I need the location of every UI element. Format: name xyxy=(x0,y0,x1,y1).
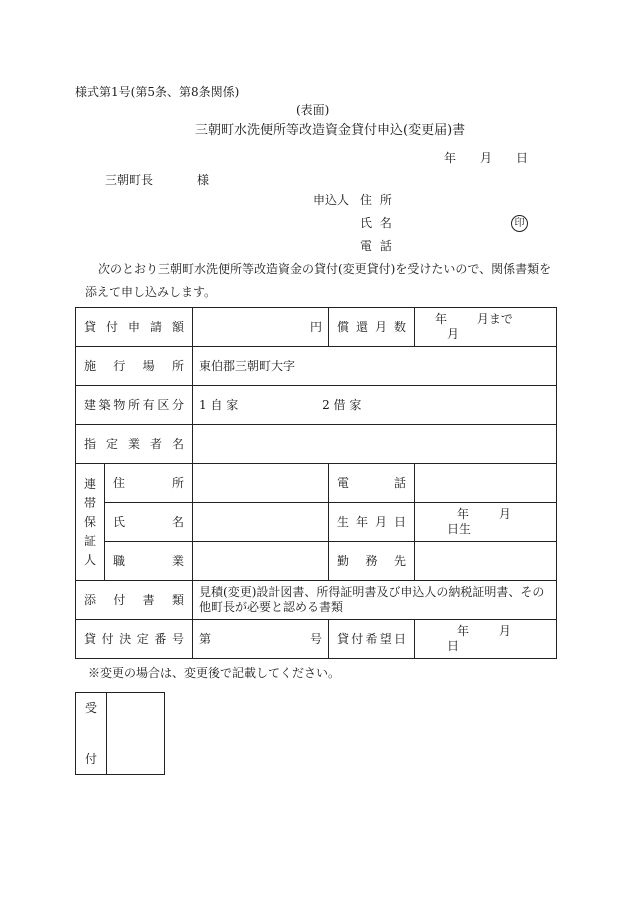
ownership-row xyxy=(76,386,557,425)
receipt-label-top: 受 xyxy=(85,701,98,715)
loan-amount-field[interactable] xyxy=(193,308,329,347)
loan-amount-row xyxy=(76,308,557,347)
receipt-label-bottom: 付 xyxy=(85,752,98,766)
date-day: 日 xyxy=(516,151,529,165)
decision-row xyxy=(76,620,557,659)
guarantor-phone-label: 電 話 xyxy=(329,464,415,503)
application-form-table xyxy=(75,307,557,659)
receipt-box xyxy=(75,692,165,775)
date-year: 年 xyxy=(444,151,457,165)
desired-day: 日 xyxy=(447,639,460,653)
guarantor-address-field[interactable] xyxy=(193,464,329,503)
guarantor-group-label: 連帯保証人 xyxy=(76,464,105,581)
attachments-value: 見積(変更)設計図書、所得証明書及び申込人の納税証明書、その他町長が必要と認める書類 xyxy=(193,581,557,620)
seal-mark-icon: 印 xyxy=(511,215,528,232)
ownership-options xyxy=(193,386,557,425)
guarantor-occupation-row xyxy=(76,542,557,581)
contractor-field[interactable] xyxy=(193,425,557,464)
addressee-name: 三朝町長 xyxy=(105,173,154,187)
addressee-honorific: 様 xyxy=(197,173,210,187)
birthdate-month: 月 xyxy=(498,507,511,521)
contractor-label: 指定業者名 xyxy=(76,425,193,464)
guarantor-address-row xyxy=(76,464,557,503)
date-month: 月 xyxy=(480,151,493,165)
desired-date-field[interactable] xyxy=(415,620,557,659)
guarantor-occupation-field[interactable] xyxy=(193,542,329,581)
contractor-row xyxy=(76,425,557,464)
attachments-row xyxy=(76,581,557,620)
guarantor-name-field[interactable] xyxy=(193,503,329,542)
site-row xyxy=(76,347,557,386)
attachments-label: 添付書類 xyxy=(76,581,193,620)
receipt-label-column xyxy=(75,692,106,775)
side-note: (表面) xyxy=(296,103,330,117)
change-note: ※変更の場合は、変更後で記載してください。 xyxy=(88,666,341,680)
guarantor-workplace-label: 勤務先 xyxy=(329,542,415,581)
repayment-year: 年 xyxy=(435,312,448,326)
guarantor-birthdate-field[interactable] xyxy=(415,503,557,542)
decision-number-label: 貸付決定番号 xyxy=(76,620,193,659)
desired-year: 年 xyxy=(457,624,470,638)
intro-line-2: 添えて申し込みします。 xyxy=(85,285,217,299)
loan-amount-label: 貸付申請額 xyxy=(76,308,193,347)
ownership-label: 建築物所有区分 xyxy=(76,386,193,425)
ownership-option-rented[interactable]: 2 借 家 xyxy=(322,397,362,412)
form-number: 様式第1号(第5条、第8条関係) xyxy=(75,85,240,99)
site-field[interactable]: 東伯郡三朝町大字 xyxy=(193,347,557,386)
site-label: 施行場所 xyxy=(76,347,193,386)
page-title: 三朝町水洗便所等改造資金貸付申込(変更届)書 xyxy=(195,123,466,138)
guarantor-address-label: 住 所 xyxy=(105,464,193,503)
decision-number-suffix: 号 xyxy=(310,631,323,646)
receipt-stamp-area[interactable] xyxy=(106,692,165,775)
applicant-address-label: 住 所 xyxy=(360,193,394,207)
guarantor-name-label: 氏 名 xyxy=(105,503,193,542)
desired-date-label: 貸付希望日 xyxy=(329,620,415,659)
repayment-months-label: 償還月数 xyxy=(329,308,415,347)
guarantor-occupation-label: 職 業 xyxy=(105,542,193,581)
birthdate-year: 年 xyxy=(457,507,470,521)
applicant-name-label: 氏 名 xyxy=(360,216,394,230)
decision-number-prefix: 第 xyxy=(199,631,212,646)
guarantor-name-row xyxy=(76,503,557,542)
repayment-period-field[interactable] xyxy=(415,308,557,347)
applicant-label: 申込人 xyxy=(313,193,350,207)
applicant-phone-label: 電 話 xyxy=(360,239,394,253)
guarantor-phone-field[interactable] xyxy=(415,464,557,503)
ownership-option-owned[interactable]: 1 自 家 xyxy=(199,397,239,412)
desired-month: 月 xyxy=(498,624,511,638)
repayment-month: 月 xyxy=(447,327,460,341)
guarantor-birthdate-label: 生年月日 xyxy=(329,503,415,542)
birthdate-day: 日生 xyxy=(447,522,472,536)
yen-unit: 円 xyxy=(310,319,323,334)
intro-line-1: 次のとおり三朝町水洗便所等改造資金の貸付(変更貸付)を受けたいので、関係書類を xyxy=(98,262,552,276)
decision-number-field[interactable] xyxy=(193,620,329,659)
repayment-month-until: 月まで xyxy=(476,312,513,326)
guarantor-workplace-field[interactable] xyxy=(415,542,557,581)
